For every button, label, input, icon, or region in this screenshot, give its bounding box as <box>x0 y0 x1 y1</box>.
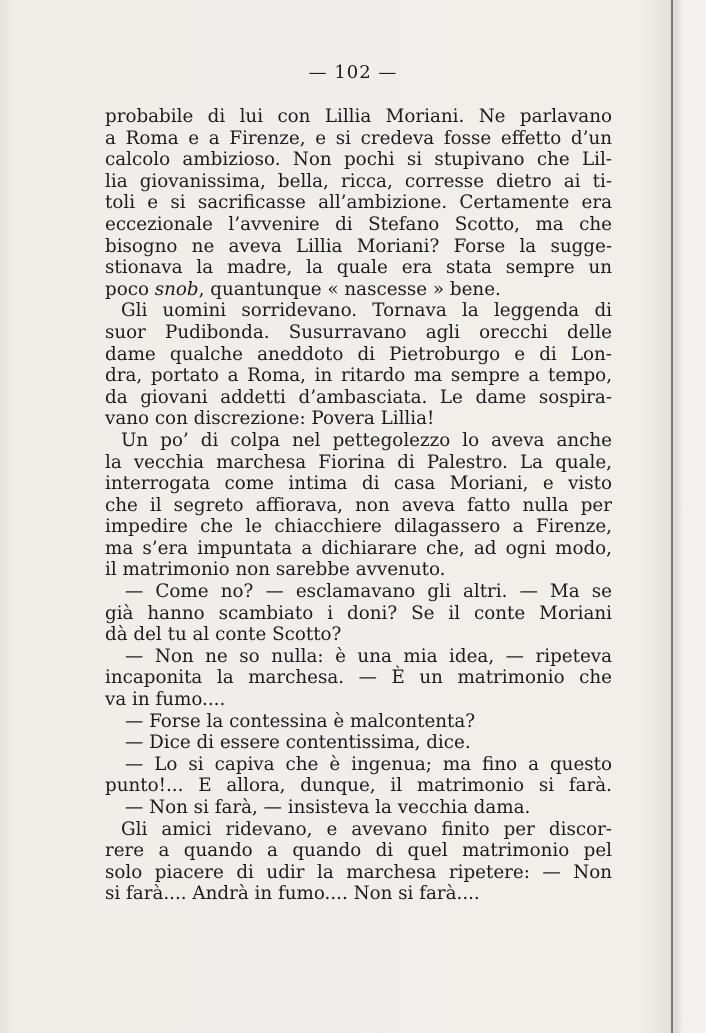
text-line: a Roma e a Firenze, e si credeva fosse effetto d’un <box>105 127 612 149</box>
text-line: calcolo ambizioso. Non pochi si stupivano che Lil- <box>105 149 612 171</box>
text-line: ma s’era impuntata a dichiarare che, ad ogni modo, <box>105 537 612 559</box>
text-line: probabile di lui con Lillia Moriani. Ne parlavano <box>105 106 612 127</box>
page-number: — 102 — <box>308 62 398 83</box>
text-line: la vecchia marchesa Fiorina di Palestro. La quale, <box>105 451 612 473</box>
body-text <box>105 106 612 905</box>
text-line: lia giovanissima, bella, ricca, corresse dietro ai ti- <box>105 170 612 192</box>
text-line: — Come no? — esclamavano gli altri. — Ma se <box>125 581 612 603</box>
text-line: poco snob, quantunque « nascesse » bene. <box>105 278 501 300</box>
text-line: — Forse la contessina è malcontenta? <box>125 710 476 732</box>
text-line: rere a quando a quando di quel matrimonio pel <box>105 840 612 862</box>
text-line: Gli uomini sorridevano. Tornava la leggenda di <box>121 300 612 322</box>
text-line: il matrimonio non sarebbe avvenuto. <box>105 559 446 581</box>
text-line: dra, portato a Roma, in ritardo ma sempre a tempo, <box>105 365 612 387</box>
text-line: suor Pudibonda. Susurravano agli orecchi delle <box>105 321 612 343</box>
text-line: Gli amici ridevano, e avevano finito per discor- <box>121 818 612 840</box>
text-line: stionava la madre, la quale era stata sempre un <box>105 257 612 279</box>
text-line: — Dice di essere contentissima, dice. <box>125 732 471 754</box>
text-line: eccezionale l’avvenire di Stefano Scotto, ma che <box>105 213 612 235</box>
text-line: punto!... E allora, dunque, il matrimonio si farà. <box>105 775 612 797</box>
text-line: già hanno scambiato i doni? Se il conte Moriani <box>105 602 612 624</box>
text-line: solo piacere di udir la marchesa ripetere: — Non <box>105 861 612 883</box>
text-line: si farà.... Andrà in fumo.... Non si farà.... <box>105 883 480 905</box>
text-line: bisogno ne aveva Lillia Moriani? Forse la sugge- <box>105 235 612 257</box>
text-line: dame qualche aneddoto di Pietroburgo e di Lon- <box>105 343 612 365</box>
text-line: — Lo si capiva che è ingenua; ma fino a questo <box>125 753 612 775</box>
page-edge <box>671 0 673 1033</box>
text-line: dà del tu al conte Scotto? <box>105 624 342 646</box>
text-line: toli e si sacrificasse all’ambizione. Certamente era <box>105 192 612 214</box>
text-line: impedire che le chiacchiere dilagassero a Firenze, <box>105 516 612 538</box>
text-line: — Non si farà, — insisteva la vecchia dama. <box>125 797 531 818</box>
text-line: che il segreto affiorava, non aveva fatto nulla per <box>105 494 612 516</box>
text-line: vano con discrezione: Povera Lillia! <box>105 408 435 430</box>
text-line: interrogata come intima di casa Moriani, e visto <box>105 473 612 495</box>
text-line: — Non ne so nulla: è una mia idea, — ripeteva <box>125 645 612 667</box>
text-line: Un po’ di colpa nel pettegolezzo lo aveva anche <box>121 429 612 451</box>
text-line: va in fumo.... <box>105 689 226 711</box>
text-line: incaponita la marchesa. — È un matrimonio che <box>105 667 612 689</box>
text-line: da giovani addetti d’ambasciata. Le dame sospira- <box>105 386 612 408</box>
